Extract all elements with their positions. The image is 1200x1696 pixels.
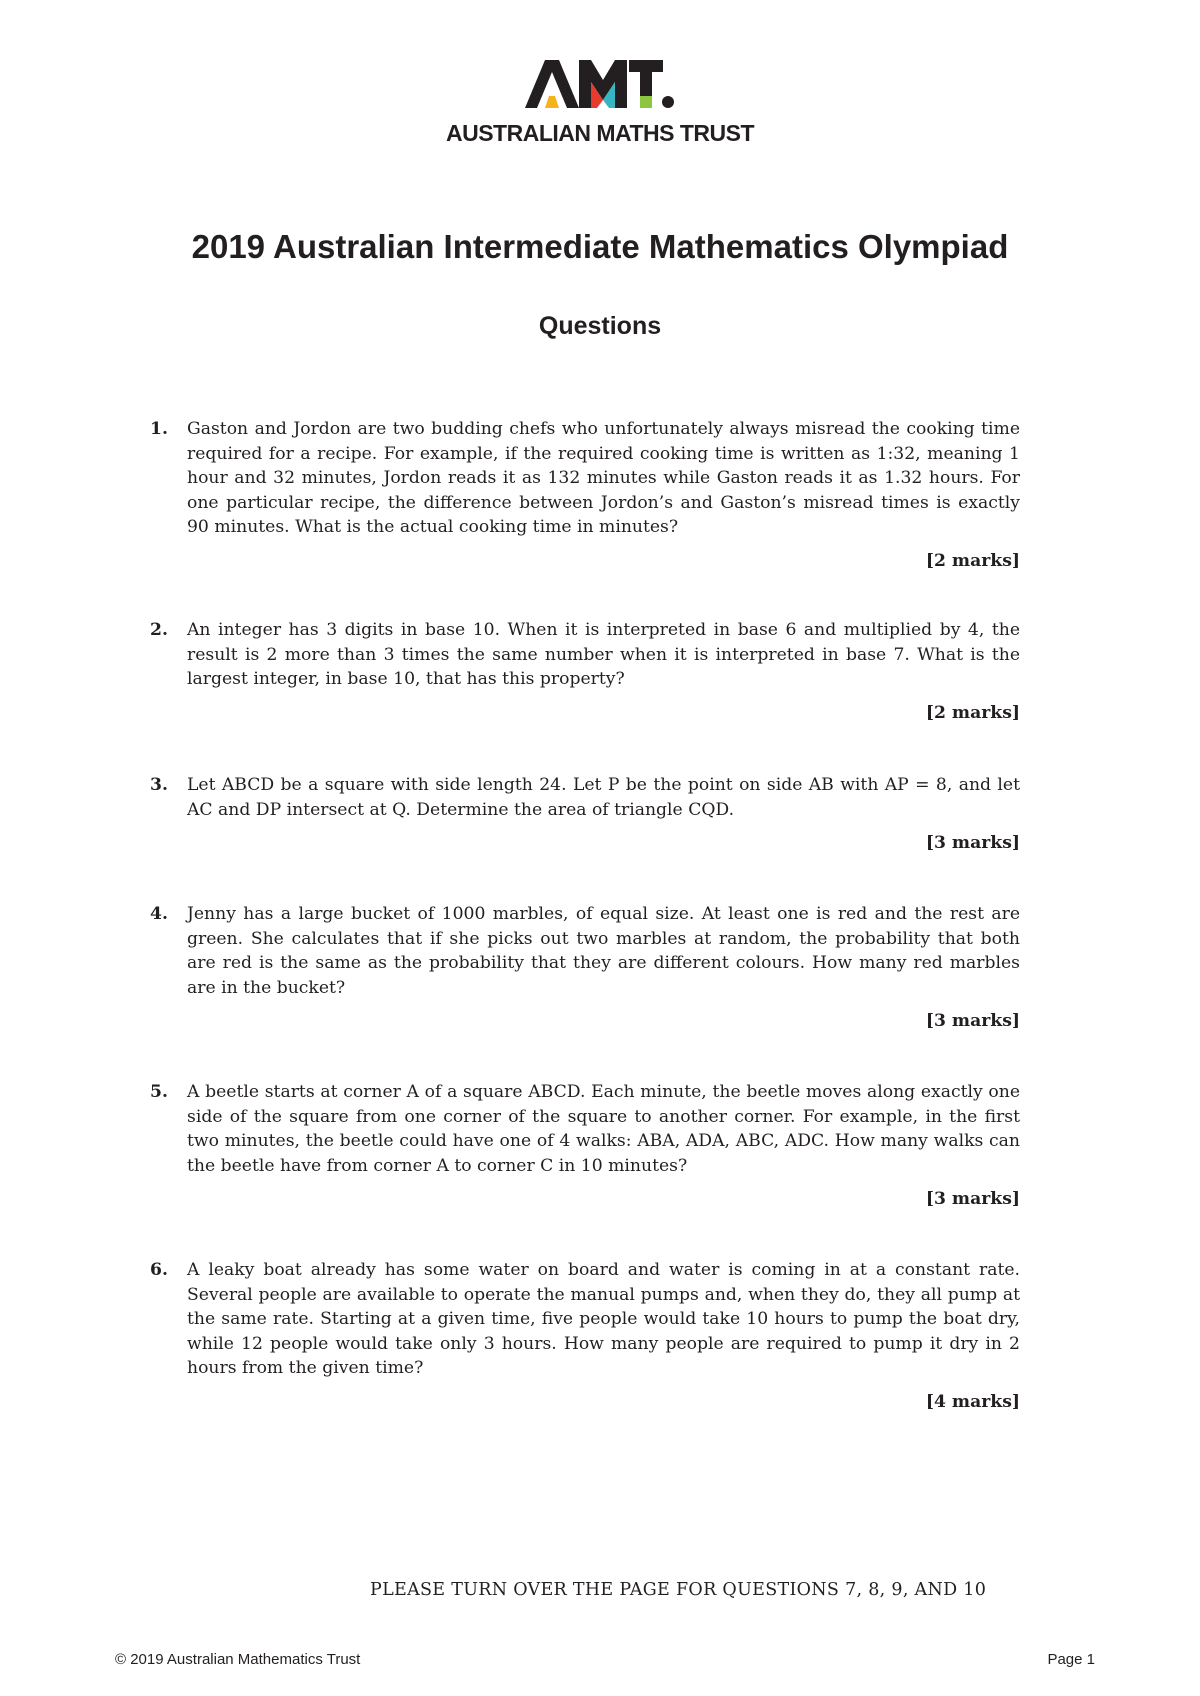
question-number: 3. xyxy=(150,775,168,795)
question-marks: [3 marks] xyxy=(925,833,1020,853)
footer-copyright: © 2019 Australian Mathematics Trust xyxy=(115,1651,361,1668)
question-number: 2. xyxy=(150,620,168,640)
question-5 xyxy=(150,1080,1020,1212)
question-text: A leaky boat already has some water on board and water is coming in at a constant rate. Several people are available to operate the manual pumps and, when they do, they all pump at the same rate. Starting at a given time, five people would take 10 hours to pump the boat dry, while 12 people would take only 3 hours. How many people are required to pump it dry in 2 hours from the given time? xyxy=(187,1260,1020,1378)
amt-logo xyxy=(0,56,1200,147)
question-number: 5. xyxy=(150,1082,168,1102)
question-6 xyxy=(150,1258,1020,1414)
question-marks: [4 marks] xyxy=(925,1391,1020,1412)
question-2 xyxy=(150,618,1020,725)
page-title: 2019 Australian Intermediate Mathematics Olympiad xyxy=(191,228,1009,265)
question-4 xyxy=(150,902,1020,1034)
question-number: 6. xyxy=(150,1260,168,1280)
footer-page-number: Page 1 xyxy=(1047,1651,1095,1668)
question-1 xyxy=(150,417,1020,573)
question-text: Let ABCD be a square with side length 24. Let P be the point on side AB with AP = 8, and let AC and DP intersect at Q. Determine the area of triangle CQD. xyxy=(187,775,1020,820)
amt-logo-mark xyxy=(525,56,675,112)
question-text: An integer has 3 digits in base 10. When it is interpreted in base 6 and multiplied by 4, the result is 2 more than 3 times the same number when it is interpreted in base 7. What is the largest integer, in base 10, that has this property? xyxy=(187,620,1020,689)
question-text: A beetle starts at corner A of a square ABCD. Each minute, the beetle moves along exactly one side of the square from one corner of the square to another corner. For example, in the first two minutes, the beetle could have one of 4 walks: ABA, ADA, ABC, ADC. How many walks can the beetle have from corner A to corner C in 10 minutes? xyxy=(187,1082,1020,1176)
org-name: AUSTRALIAN MATHS TRUST xyxy=(446,120,754,146)
turn-over-note: PLEASE TURN OVER THE PAGE FOR QUESTIONS 7, 8, 9, AND 10 xyxy=(370,1580,987,1600)
question-marks: [2 marks] xyxy=(925,702,1020,723)
question-marks: [3 marks] xyxy=(925,1011,1020,1031)
page-subtitle: Questions xyxy=(538,312,662,340)
question-marks: [3 marks] xyxy=(925,1189,1020,1209)
question-marks: [2 marks] xyxy=(925,550,1020,571)
question-text: Gaston and Jordon are two budding chefs who unfortunately always misread the cooking time required for a recipe. For example, if the required cooking time is written as 1:32, meaning 1 hour and 32 minutes, Jordon reads it as 132 minutes while Gaston reads it as 1.32 hours. For one particular recipe, the difference between Jordon’s and Gaston’s misread times is exactly 90 minutes. What is the actual cooking time in minutes? xyxy=(187,419,1020,537)
question-text: Jenny has a large bucket of 1000 marbles, of equal size. At least one is red and the rest are green. She calculates that if she picks out two marbles at random, the probability that both are red is the same as the probability that they are different colours. How many red marbles are in the bucket? xyxy=(187,904,1020,998)
question-number: 1. xyxy=(150,419,168,439)
question-3 xyxy=(150,773,1020,856)
question-number: 4. xyxy=(150,904,168,924)
